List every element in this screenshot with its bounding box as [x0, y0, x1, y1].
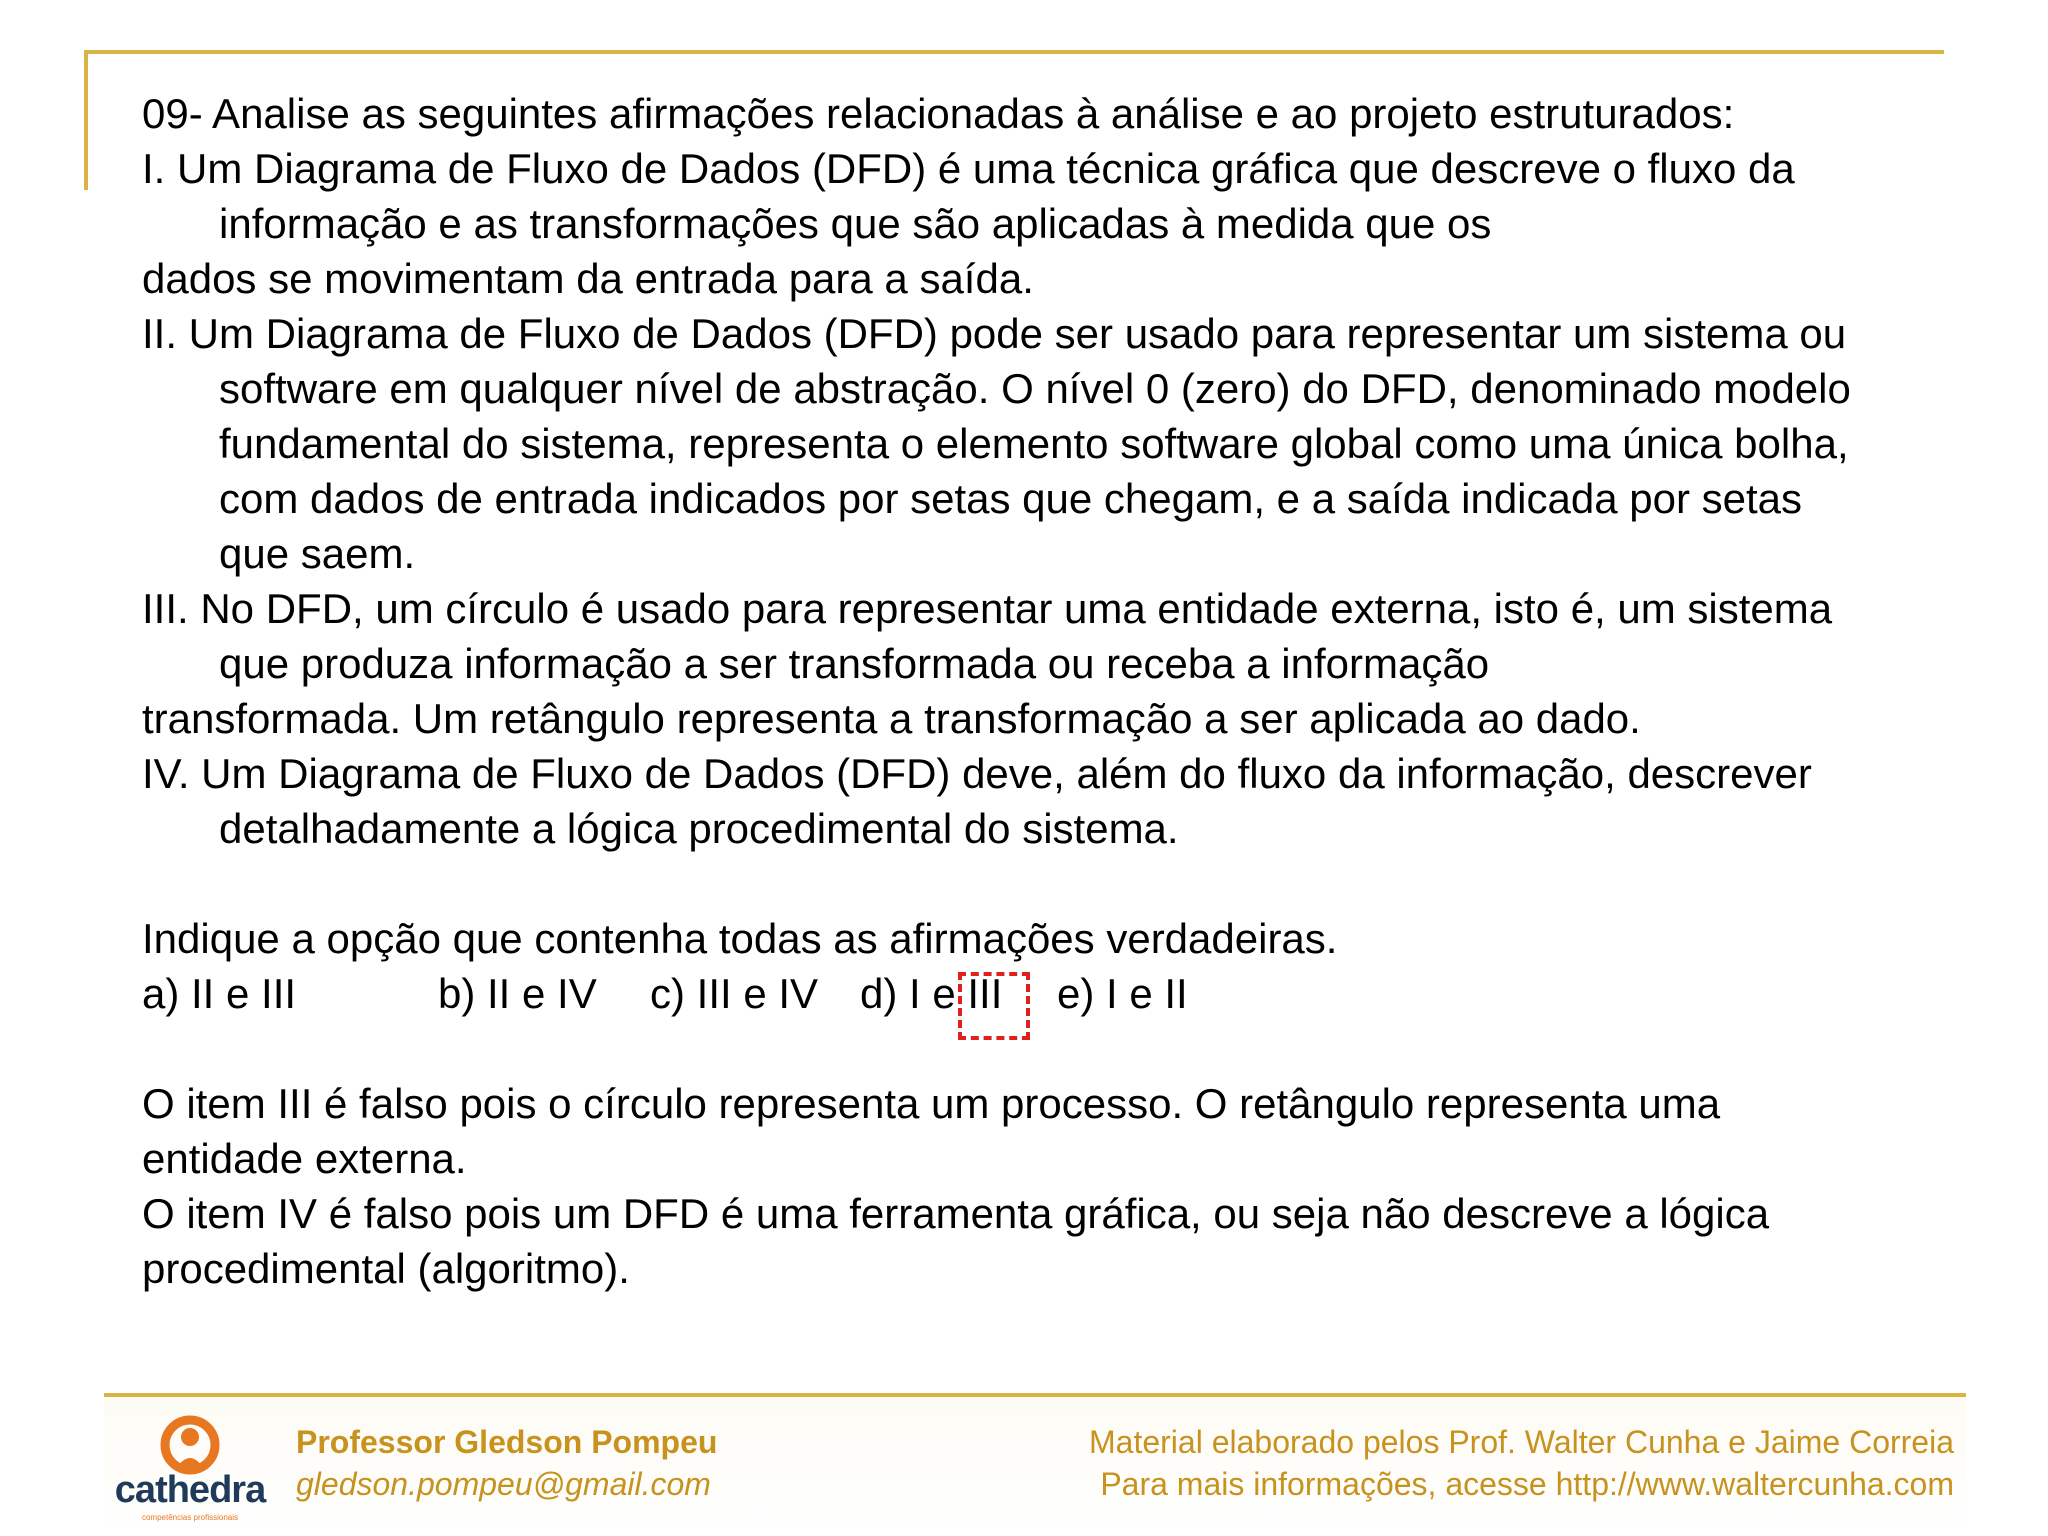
logo-tagline: competências profissionais [141, 1513, 239, 1522]
item-iii-line: que produza informação a ser transformada ou receba a informação [219, 640, 1490, 687]
explanation-line: O item IV é falso pois um DFD é uma ferramenta gráfica, ou seja não descreve a lógica [142, 1190, 1770, 1237]
item-iii-line: III. No DFD, um círculo é usado para representar uma entidade externa, isto é, um sistema [142, 585, 1833, 632]
footer-site-link[interactable]: Para mais informações, acesse http://www.waltercunha.com [1100, 1466, 1954, 1502]
question-prompt: Indique a opção que contenha todas as afirmações verdadeiras. [142, 915, 1338, 962]
explanation-line: procedimental (algoritmo). [142, 1245, 630, 1292]
option-e: e) I e II [1057, 970, 1188, 1017]
footer-email[interactable]: gledson.pompeu@gmail.com [296, 1466, 711, 1502]
option-b: b) II e IV [438, 970, 597, 1017]
spacer [142, 1021, 2022, 1076]
spacer [142, 856, 2022, 911]
question-content [142, 86, 2022, 1296]
footer-credit: Material elaborado pelos Prof. Walter Cunha e Jaime Correia [1089, 1424, 1954, 1460]
footer-author: Professor Gledson Pompeu [296, 1424, 718, 1460]
answer-highlight-box [958, 972, 1030, 1040]
item-i-line: dados se movimentam da entrada para a saída. [142, 255, 1034, 302]
option-d: d) I e III [860, 970, 1003, 1017]
option-c: c) III e IV [650, 970, 819, 1017]
explanation-line: O item III é falso pois o círculo representa um processo. O retângulo representa uma [142, 1080, 1721, 1127]
bottom-rule [104, 1393, 1966, 1397]
left-rule [84, 50, 88, 190]
item-iv-line: detalhadamente a lógica procedimental do sistema. [219, 805, 1179, 852]
item-i-line: informação e as transformações que são aplicadas à medida que os [219, 200, 1492, 247]
top-rule [84, 50, 1944, 54]
item-ii-line: com dados de entrada indicados por setas que chegam, e a saída indicada por setas [219, 475, 1803, 522]
item-ii-line: software em qualquer nível de abstração. O nível 0 (zero) do DFD, denominado modelo [219, 365, 1851, 412]
item-iii-line: transformada. Um retângulo representa a transformação a ser aplicada ao dado. [142, 695, 1641, 742]
item-ii-line: fundamental do sistema, representa o elemento software global como uma única bolha, [219, 420, 1849, 467]
item-ii-line: que saem. [219, 530, 416, 577]
explanation-line: entidade externa. [142, 1135, 467, 1182]
cathedra-person-icon [110, 1415, 270, 1475]
answer-options [142, 966, 2022, 1021]
question-intro: 09- Analise as seguintes afirmações relacionadas à análise e ao projeto estruturados: [142, 90, 1735, 137]
item-iv-line: IV. Um Diagrama de Fluxo de Dados (DFD) deve, além do fluxo da informação, descrever [142, 750, 1812, 797]
item-ii-line: II. Um Diagrama de Fluxo de Dados (DFD) pode ser usado para representar um sistema ou [142, 310, 1847, 357]
cathedra-logo [110, 1415, 270, 1527]
option-a: a) II e III [142, 970, 297, 1017]
logo-wordmark: cathedra [114, 1469, 266, 1511]
item-i-line: I. Um Diagrama de Fluxo de Dados (DFD) é uma técnica gráfica que descreve o fluxo da [142, 145, 1795, 192]
